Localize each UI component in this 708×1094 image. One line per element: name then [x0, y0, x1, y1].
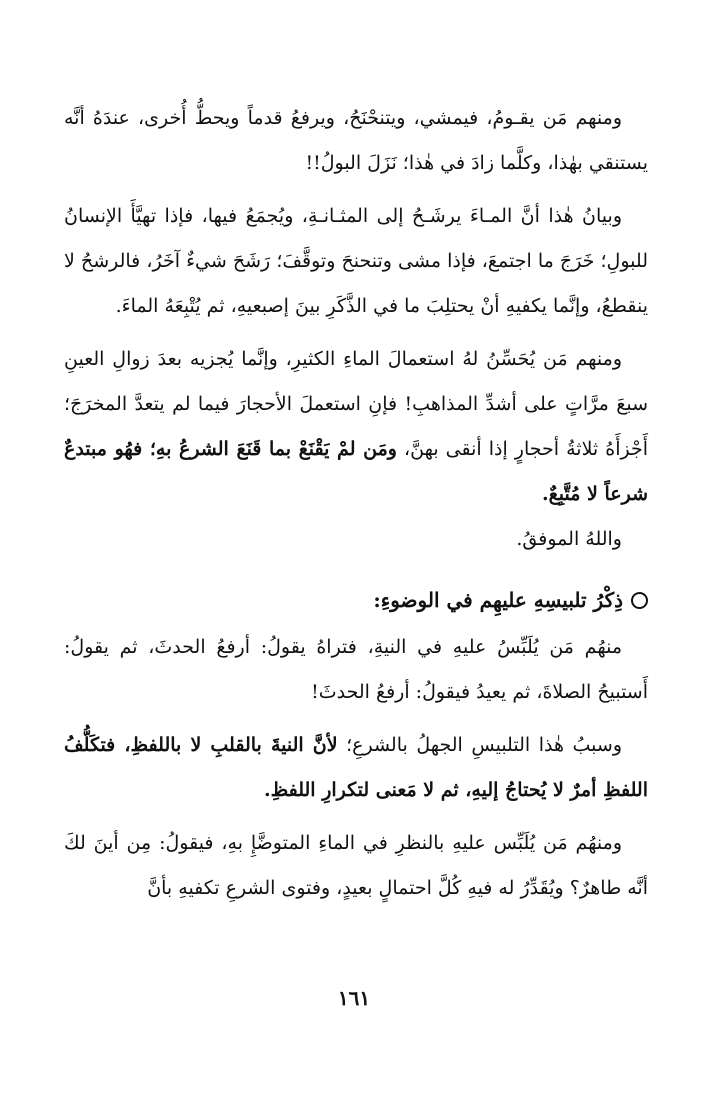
- paragraph-cause-text: وسببُ هٰذا التلبيسِ الجهلُ بالشرعِ؛: [337, 734, 622, 756]
- spacer: [64, 562, 648, 570]
- paragraph-excess-water: [64, 337, 648, 517]
- paragraph-cause: [64, 723, 648, 813]
- paragraph-cause-bold: لأنَّ النيةَ بالقلبِ لا باللفظِ، فتكَلُّفُ اللفظِ أمرٌ لا يُحتاجُ إليهِ، ثم لا مَعنى لتكرارِ اللفظِ.: [64, 734, 648, 801]
- paragraph-intention: منهُم مَن يُلَبِّسُ عليهِ في النيةِ، فتراهُ يقولُ: أرفعُ الحدثَ، ثم يقولُ: أَستبيحُ الصلاةَ، ثم يعيدُ فيقولُ: أرفعُ الحدثَ!: [64, 636, 648, 703]
- closing-phrase: واللهُ الموفقُ.: [516, 528, 622, 550]
- circle-bullet-icon: [631, 592, 648, 609]
- paragraph-excess-water-text: ومنهم مَن يُحَسِّنُ لهُ استعمالَ الماءِ الكثيرِ، وإنَّما يُجزيه بعدَ زوالِ العينِ سبعَ مرَّاتٍ على أشدِّ المذاهبِ! فإنِ استعملَ الأحجارَ فيما لم يتعدَّ المخرَجَ؛ أَجْزأَهُ ثلاثةُ أحجارٍ إذا أنقى بهنَّ،: [64, 348, 648, 460]
- paragraph-water-doubt: ومنهُم مَن يُلَبِّس عليهِ بالنظرِ في الماءِ المتوضَّإِ بهِ، فيقولُ: مِن أينَ لكَ أنَّه طاهرٌ؟ ويُقَدِّرُ له فيهِ كُلَّ احتمالٍ بعيدٍ، وفتوى الشرعِ تكفيهِ بأنَّ: [64, 832, 648, 899]
- paragraph-walking-coughing: ومنهم مَن يقـومُ، فيمشي، ويتنحْنَحُ، ويرفعُ قدماً ويحطُّ أُخرى، عندَهُ أنَّه يستنقي بهٰذا، وكلَّما زادَ في هٰذا؛ نَزَلَ البولُ!!: [64, 107, 648, 174]
- paragraph-explanation: وبيانُ هٰذا أنَّ المـاءَ يرشَـحُ إلى المثـانـةِ، ويُجمَعُ فيها، فإذا تهيَّأَ الإنسانُ للبولِ؛ خَرَجَ ما اجتمعَ، فإذا مشى وتنحنحَ وتوقَّفَ؛ رَشَحَ شيءٌ آخَرُ، فالرشحُ لا ينقطعُ، وإنَّما يكفيهِ أنْ يحتلِبَ ما في الذَّكَرِ بينَ إصبعيهِ، ثم يُتْبِعَهُ الماءَ.: [64, 205, 648, 317]
- page-number: ١٦١: [337, 986, 371, 1010]
- section-heading: [64, 578, 648, 623]
- section-heading-text: ذِكْرُ تلبيسِهِ عليهِم في الوضوءِ:: [373, 588, 623, 612]
- spacer: [64, 813, 648, 821]
- page-body: [64, 96, 648, 911]
- paragraph-excess-water-bold: ومَن لمْ يَقْنَعْ بما قَنَعَ الشرعُ بهِ؛ فهُو مبتدعٌ شرعاً لا مُتَّبِعٌ.: [64, 438, 648, 505]
- spacer: [64, 715, 648, 723]
- spacer: [64, 186, 648, 194]
- spacer: [64, 329, 648, 337]
